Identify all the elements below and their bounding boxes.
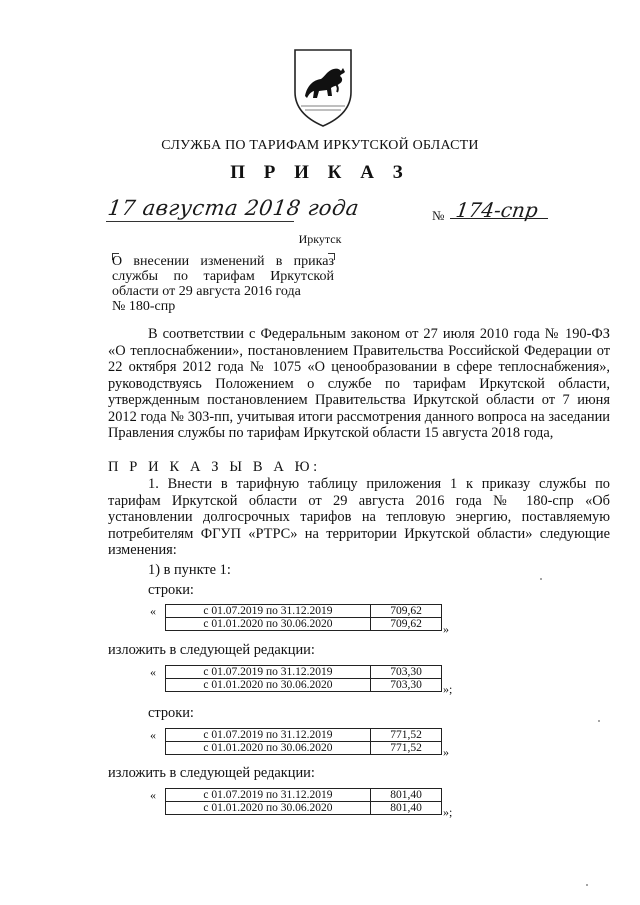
value-cell: 771,52 xyxy=(371,742,442,755)
scan-speck xyxy=(598,720,600,722)
item-1-text: 1. Внести в тарифную таблицу приложения 1 к приказу службы по тарифам Иркутской области от 29 августа 2016 года № 180-спр «Об установлении долгосрочных тарифов на тепловую энергию, поставляемую потребителям ФГУП «РТРС» на территории Иркутской области» следующие изменения: xyxy=(108,476,610,558)
table-row xyxy=(166,666,442,679)
point-1-label: 1) в пункте 1: xyxy=(148,562,231,578)
period-cell: с 01.07.2019 по 31.12.2019 xyxy=(166,789,371,802)
table-row xyxy=(166,618,442,631)
period-cell: с 01.07.2019 по 31.12.2019 xyxy=(166,729,371,742)
quote-open: « xyxy=(150,788,156,802)
value-cell: 801,40 xyxy=(371,802,442,815)
scan-speck xyxy=(540,578,542,580)
period-cell: с 01.07.2019 по 31.12.2019 xyxy=(166,666,371,679)
order-subject: О внесении изменений в приказ службы по тарифам Иркутской области от 29 августа 2016 года xyxy=(112,254,334,299)
period-cell: с 01.01.2020 по 30.06.2020 xyxy=(166,618,371,631)
date-underline xyxy=(106,221,294,222)
order-subject-number: № 180-спр xyxy=(112,299,176,314)
value-cell: 703,30 xyxy=(371,666,442,679)
city-name: Иркутск xyxy=(298,232,342,246)
quote-close-semicolon: »; xyxy=(443,682,453,696)
tariff-table xyxy=(165,788,442,815)
period-cell: с 01.01.2020 по 30.06.2020 xyxy=(166,679,371,692)
value-cell: 709,62 xyxy=(371,618,442,631)
quote-close: » xyxy=(443,622,449,636)
quote-close-semicolon: »; xyxy=(443,805,453,819)
replace-label: изложить в следующей редакции: xyxy=(108,642,315,658)
period-cell: с 01.01.2020 по 30.06.2020 xyxy=(166,802,371,815)
coat-of-arms-icon xyxy=(291,46,355,128)
table-row xyxy=(166,679,442,692)
value-cell: 771,52 xyxy=(371,729,442,742)
value-cell: 801,40 xyxy=(371,789,442,802)
agency-name: СЛУЖБА ПО ТАРИФАМ ИРКУТСКОЙ ОБЛАСТИ xyxy=(161,138,479,153)
rows-label: строки: xyxy=(148,582,194,598)
table-row xyxy=(166,729,442,742)
preamble-paragraph: В соответствии с Федеральным законом от 27 июля 2010 года № 190-ФЗ «О теплоснабжении», постановлением Правительства Российской Федерации от 22 октября 2012 года № 1075 «О ценообразовании в сфере теплоснабжения», руководствуясь Положением о службе по тарифам Иркутской области, утвержденным постановлением Правительства Иркутской области от 7 июня 2012 года № 303-пп, учитывая итоги рассмотрения данного вопроса на заседании Правления службы по тарифам Иркутской области 15 августа 2018 года, xyxy=(108,326,610,441)
tariff-table xyxy=(165,665,442,692)
quote-open: « xyxy=(150,604,156,618)
quote-open: « xyxy=(150,665,156,679)
number-sign: № xyxy=(432,208,445,223)
period-cell: с 01.01.2020 по 30.06.2020 xyxy=(166,742,371,755)
decree-heading: П Р И К А З Ы В А Ю: xyxy=(108,459,321,475)
rows-label: строки: xyxy=(148,705,194,721)
document-type-title: П Р И К А З xyxy=(230,162,410,183)
handwritten-number: 174-спр xyxy=(454,198,540,222)
handwritten-date: 17 августа 2018 года xyxy=(106,196,361,220)
tariff-table xyxy=(165,728,442,755)
table-row xyxy=(166,605,442,618)
table-row xyxy=(166,789,442,802)
table-row xyxy=(166,742,442,755)
quote-open: « xyxy=(150,728,156,742)
value-cell: 703,30 xyxy=(371,679,442,692)
value-cell: 709,62 xyxy=(371,605,442,618)
table-row xyxy=(166,802,442,815)
scan-speck xyxy=(586,884,588,886)
quote-close: » xyxy=(443,745,449,759)
tariff-table xyxy=(165,604,442,631)
replace-label: изложить в следующей редакции: xyxy=(108,765,315,781)
period-cell: с 01.07.2019 по 31.12.2019 xyxy=(166,605,371,618)
